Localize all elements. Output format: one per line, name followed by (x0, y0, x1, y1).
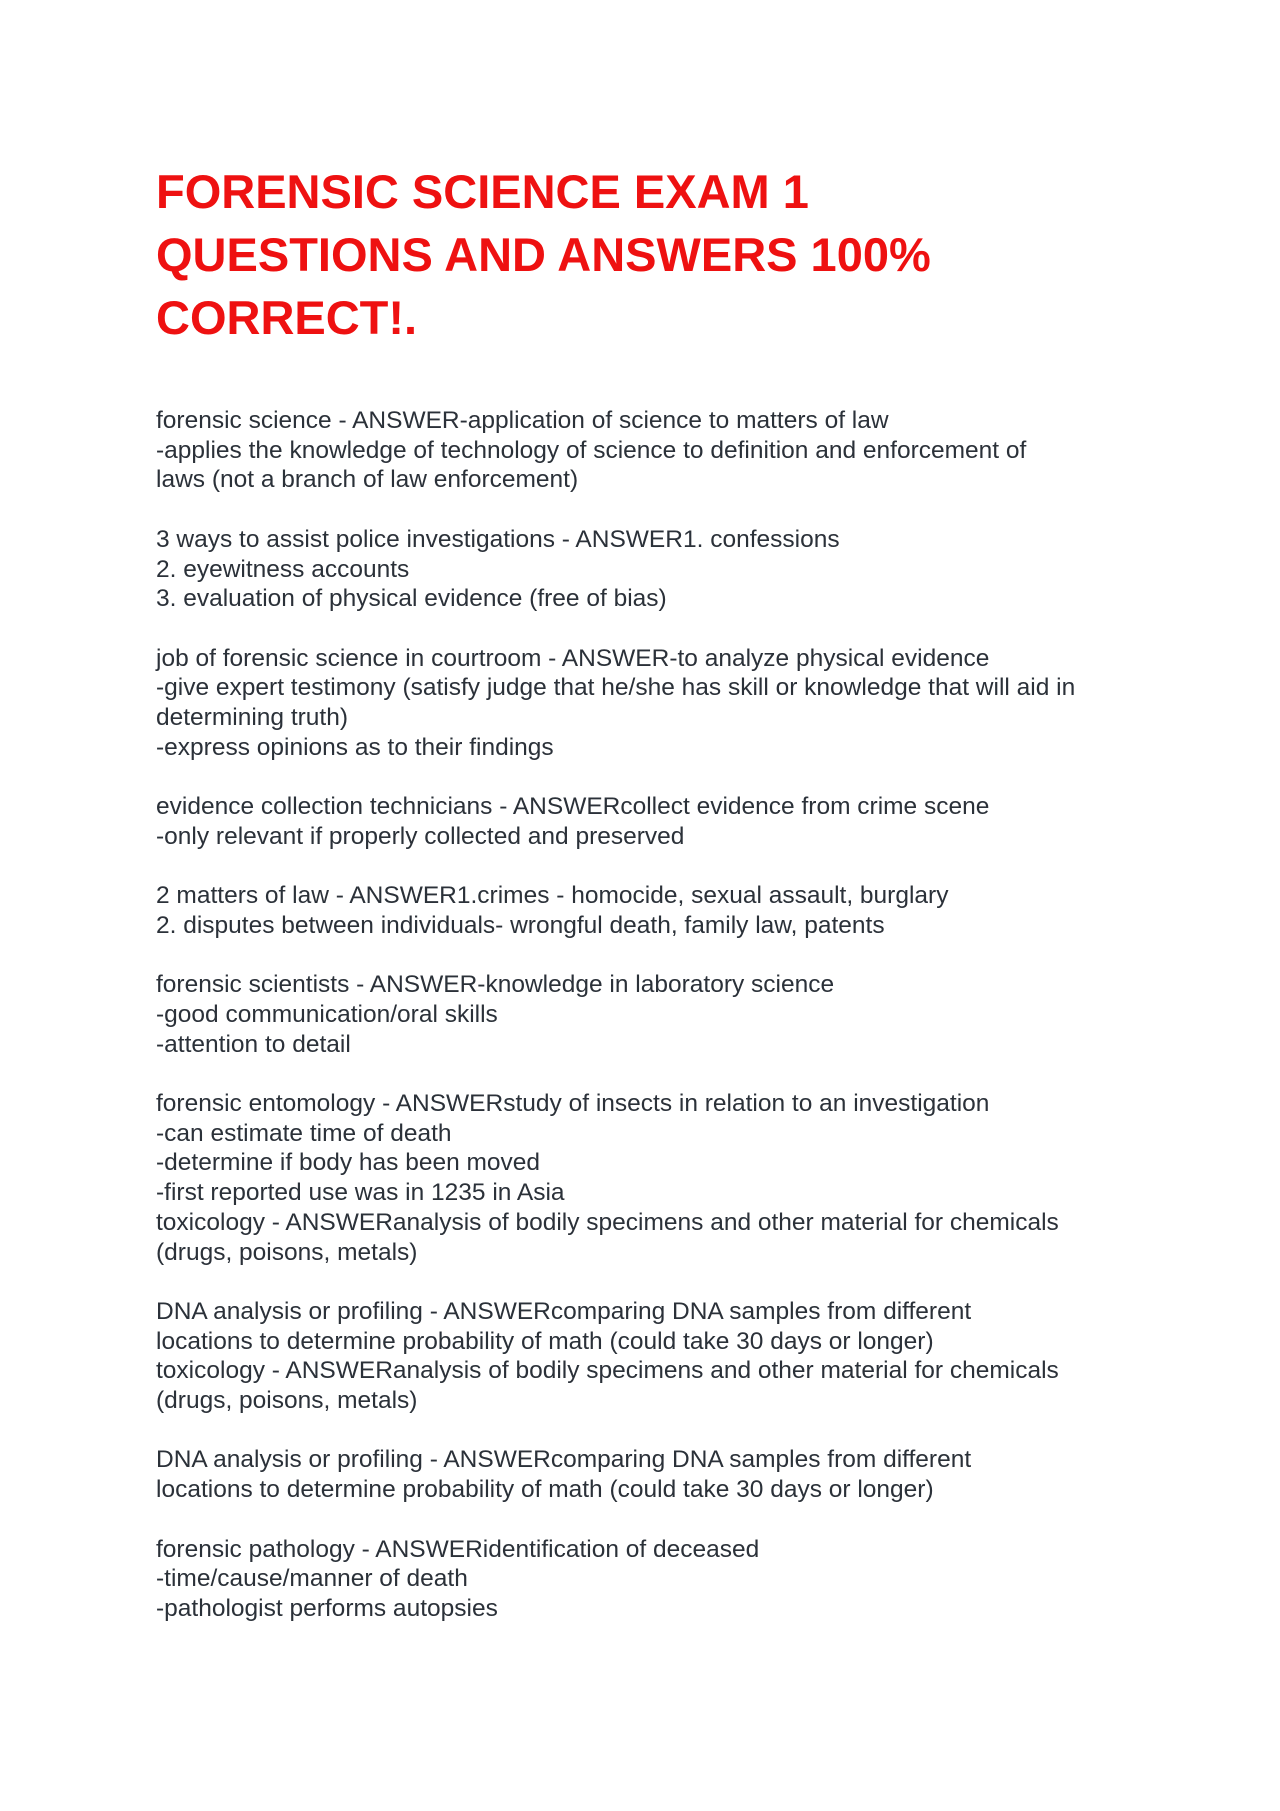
qa-toxicology-repeat (156, 1356, 1146, 1415)
qa-dna-analysis (156, 1297, 1146, 1356)
text-line: (drugs, poisons, metals) (156, 1238, 418, 1266)
text-line: forensic science - ANSWER-application of science to matters of law (156, 407, 889, 434)
qa-toxicology (156, 1208, 1146, 1267)
title-line: QUESTIONS AND ANSWERS 100% (156, 228, 931, 281)
document-title (156, 160, 1146, 349)
title-line: FORENSIC SCIENCE EXAM 1 (156, 165, 809, 218)
text-line: job of forensic science in courtroom - ANSWER-to analyze physical evidence (156, 644, 990, 672)
text-line: -give expert testimony (satisfy judge that he/she has skill or knowledge that will aid in (156, 674, 1076, 702)
text-line: 2. disputes between individuals- wrongful death, family law, patents (156, 911, 885, 939)
document-page (156, 160, 1146, 1624)
text-line: 3. evaluation of physical evidence (free of bias) (156, 585, 667, 613)
text-line: 2 matters of law - ANSWER1.crimes - homocide, sexual assault, burglary (156, 882, 949, 910)
text-line: laws (not a branch of law enforcement) (156, 466, 579, 494)
qa-dna-analysis-repeat (156, 1445, 1146, 1504)
qa-forensic-scientists (156, 970, 1146, 1059)
text-line: -attention to detail (156, 1030, 351, 1058)
text-line: -express opinions as to their findings (156, 733, 554, 761)
text-line: forensic scientists - ANSWER-knowledge in laboratory science (156, 971, 835, 999)
text-line: 2. eyewitness accounts (156, 555, 410, 583)
document-body (156, 406, 1146, 1624)
qa-matters-of-law (156, 881, 1146, 940)
text-line: determining truth) (156, 704, 349, 731)
title-line: CORRECT!. (156, 291, 418, 344)
qa-evidence-technicians (156, 792, 1146, 851)
text-line: -good communication/oral skills (156, 1000, 498, 1028)
text-line: toxicology - ANSWERanalysis of bodily specimens and other material for chemicals (156, 1208, 1059, 1236)
text-line: forensic entomology - ANSWERstudy of insects in relation to an investigation (156, 1090, 990, 1118)
text-line: locations to determine probability of math (could take 30 days or longer) (156, 1476, 934, 1504)
text-line: DNA analysis or profiling - ANSWERcomparing DNA samples from different (156, 1297, 972, 1325)
text-line: toxicology - ANSWERanalysis of bodily specimens and other material for chemicals (156, 1357, 1059, 1385)
text-line: forensic pathology - ANSWERidentification of deceased (156, 1535, 760, 1563)
text-line: DNA analysis or profiling - ANSWERcomparing DNA samples from different (156, 1446, 972, 1474)
qa-courtroom-job (156, 644, 1146, 763)
text-line: -time/cause/manner of death (156, 1565, 468, 1593)
text-line: (drugs, poisons, metals) (156, 1387, 418, 1415)
text-line: 3 ways to assist police investigations - ANSWER1. confessions (156, 525, 840, 553)
text-line: -can estimate time of death (156, 1119, 452, 1147)
qa-forensic-pathology (156, 1535, 1146, 1624)
qa-police-investigations (156, 525, 1146, 614)
text-line: evidence collection technicians - ANSWERcollect evidence from crime scene (156, 793, 990, 821)
qa-forensic-science (156, 406, 1146, 495)
text-line: -applies the knowledge of technology of science to definition and enforcement of (156, 436, 1027, 464)
qa-forensic-entomology (156, 1089, 1146, 1208)
text-line: -first reported use was in 1235 in Asia (156, 1179, 565, 1207)
text-line: -only relevant if properly collected and preserved (156, 822, 685, 850)
text-line: -determine if body has been moved (156, 1149, 541, 1177)
text-line: locations to determine probability of math (could take 30 days or longer) (156, 1327, 934, 1355)
text-line: -pathologist performs autopsies (156, 1594, 498, 1622)
